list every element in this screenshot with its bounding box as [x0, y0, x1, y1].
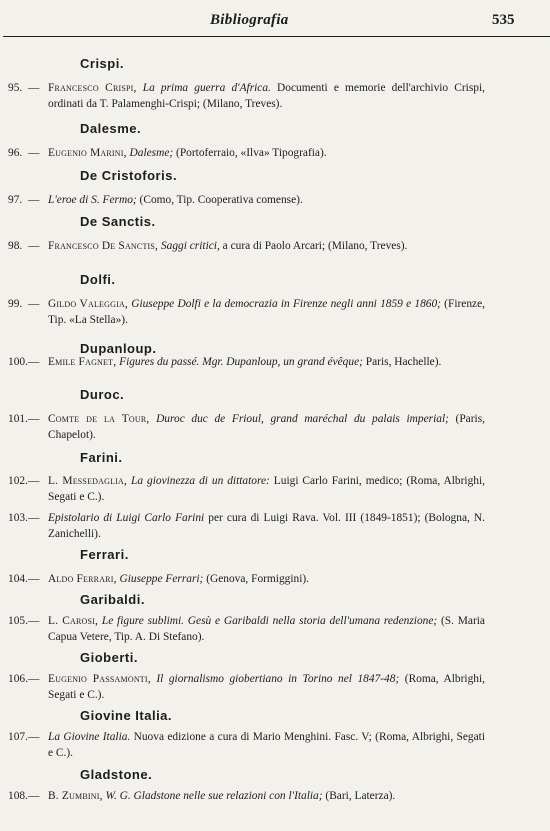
- entry-publication: Documenti e memorie dell'archivio Crispi, ordinati da T. Palamenghi-Crispi; (Milano, Treves).: [48, 82, 485, 110]
- entry-number: 99.: [8, 298, 23, 310]
- entry-title: La prima guerra d'Africa.: [142, 82, 271, 94]
- page-number: 535: [492, 12, 515, 28]
- entry-publication: Paris, Hachelle).: [362, 356, 442, 368]
- entry-author: L. Messedaglia,: [48, 475, 128, 487]
- entry-publication: Luigi Carlo Farini, medico; (Roma, Albrighi, Segati e C.).: [48, 475, 485, 503]
- entry-author: Eugenio Passamonti,: [48, 673, 151, 685]
- entry-publication: (Roma, Albrighi, Segati e C.).: [48, 673, 485, 701]
- page-header: [0, 8, 550, 30]
- entry-publication: a cura di Paolo Arcari; (Milano, Treves).: [219, 240, 408, 252]
- entry-number: 107.: [8, 731, 28, 743]
- section-heading: Dupanloup.: [80, 341, 157, 356]
- entry-title: La giovinezza di un dittatore:: [131, 475, 270, 487]
- entry-dash: —: [28, 512, 40, 524]
- section-heading: Crispi.: [80, 56, 124, 71]
- entry-title: W. G. Gladstone nelle sue relazioni con l'Italia;: [105, 790, 323, 802]
- entry-dash: —: [28, 573, 40, 585]
- entry-dash: —: [28, 790, 40, 802]
- entry-title: Giuseppe Dolfi e la democrazia in Firenze negli anni 1859 e 1860;: [131, 298, 441, 310]
- entry-title: La Giovine Italia.: [48, 731, 131, 743]
- entry-publication: (Como, Tip. Cooperativa comense).: [136, 194, 303, 206]
- entry-dash: —: [28, 731, 40, 743]
- entry-publication: (Genova, Formiggini).: [203, 573, 310, 585]
- entry-text: [48, 80, 485, 112]
- entry-number: 96.: [8, 147, 23, 159]
- entry-title: Saggi critici,: [160, 240, 220, 252]
- entry-author: Comte de la Tour,: [48, 413, 150, 425]
- entry-text: [48, 788, 485, 804]
- section-heading: De Sanctis.: [80, 214, 156, 229]
- entry-number: 97.: [8, 194, 23, 206]
- entry-text: [48, 411, 485, 443]
- header-rule: [3, 36, 550, 37]
- entry-title: Epistolario di Luigi Carlo Farini: [48, 512, 205, 524]
- entry-number: 103.: [8, 512, 28, 524]
- entry-text: [48, 729, 485, 761]
- entry-number: 101.: [8, 413, 28, 425]
- section-heading: Duroc.: [80, 387, 125, 402]
- entry-dash: —: [28, 82, 40, 94]
- entry-author: Francesco De Sanctis,: [48, 240, 159, 252]
- entry-number: 98.: [8, 240, 23, 252]
- entry-dash: —: [28, 413, 40, 425]
- entry-title: Figures du passé. Mgr. Dupanloup, un grand évêque;: [119, 356, 363, 368]
- section-heading: Gladstone.: [80, 767, 153, 782]
- entry-title: Dalesme;: [129, 147, 174, 159]
- entry-text: [48, 571, 485, 587]
- entry-title: L'eroe di S. Fermo;: [48, 194, 137, 206]
- entry-text: [48, 192, 485, 208]
- entry-author: Emile Fagnet,: [48, 356, 117, 368]
- entry-number: 100.: [8, 356, 28, 368]
- entry-title: Le figure sublimi. Gesù e Garibaldi nella storia dell'umana redenzione;: [101, 615, 438, 627]
- section-heading: Dolfi.: [80, 272, 116, 287]
- entry-text: [48, 671, 485, 703]
- entry-text: [48, 613, 485, 645]
- section-heading: Giovine Italia.: [80, 708, 173, 723]
- entry-dash: —: [28, 194, 40, 206]
- entry-author: Gildo Valeggia,: [48, 298, 128, 310]
- entry-dash: —: [28, 356, 40, 368]
- entry-text: [48, 296, 485, 328]
- entry-number: 95.: [8, 82, 23, 94]
- entry-number: 106.: [8, 673, 28, 685]
- entry-text: [48, 354, 485, 370]
- entry-title: Giuseppe Ferrari;: [119, 573, 204, 585]
- entry-author: L. Carosi,: [48, 615, 99, 627]
- entry-text: [48, 238, 485, 254]
- entry-author: Aldo Ferrari,: [48, 573, 117, 585]
- entry-number: 105.: [8, 615, 28, 627]
- section-heading: Garibaldi.: [80, 592, 145, 607]
- entry-number: 102.: [8, 475, 28, 487]
- entry-author: B. Zumbini,: [48, 790, 103, 802]
- entry-publication: (Portoferraio, «Ilva» Tipografia).: [173, 147, 327, 159]
- entry-text: [48, 473, 485, 505]
- entry-dash: —: [28, 147, 40, 159]
- entry-dash: —: [28, 673, 40, 685]
- section-heading: Farini.: [80, 450, 123, 465]
- entry-publication: Nuova edizione a cura di Mario Menghini. Fasc. V; (Roma, Albrighi, Segati e C.).: [48, 731, 485, 759]
- entry-dash: —: [28, 240, 40, 252]
- section-heading: Dalesme.: [80, 121, 142, 136]
- entry-title: Duroc duc de Frioul, grand maréchal du palais imperial;: [156, 413, 449, 425]
- entry-dash: —: [28, 298, 40, 310]
- entry-publication: (S. Maria Capua Vetere, Tip. A. Di Stefano).: [48, 615, 485, 643]
- section-heading: Ferrari.: [80, 547, 129, 562]
- running-head: Bibliografia: [210, 12, 289, 28]
- entry-publication: (Bari, Laterza).: [322, 790, 396, 802]
- entry-number: 104.: [8, 573, 28, 585]
- entry-text: [48, 510, 485, 542]
- entry-author: Eugenio Marini,: [48, 147, 127, 159]
- entry-dash: —: [28, 615, 40, 627]
- entry-publication: (Firenze, Tip. «La Stella»).: [48, 298, 485, 326]
- section-heading: De Cristoforis.: [80, 168, 178, 183]
- entry-publication: (Paris, Chapelot).: [48, 413, 485, 441]
- entry-publication: per cura di Luigi Rava. Vol. III (1849-1851); (Bologna, N. Zanichelli).: [48, 512, 486, 540]
- entry-author: Francesco Crispi,: [48, 82, 137, 94]
- entry-title: Il giornalismo giobertiano in Torino nel 1847-48;: [156, 673, 400, 685]
- entry-dash: —: [28, 475, 40, 487]
- entry-text: [48, 145, 485, 161]
- entry-number: 108.: [8, 790, 28, 802]
- section-heading: Gioberti.: [80, 650, 138, 665]
